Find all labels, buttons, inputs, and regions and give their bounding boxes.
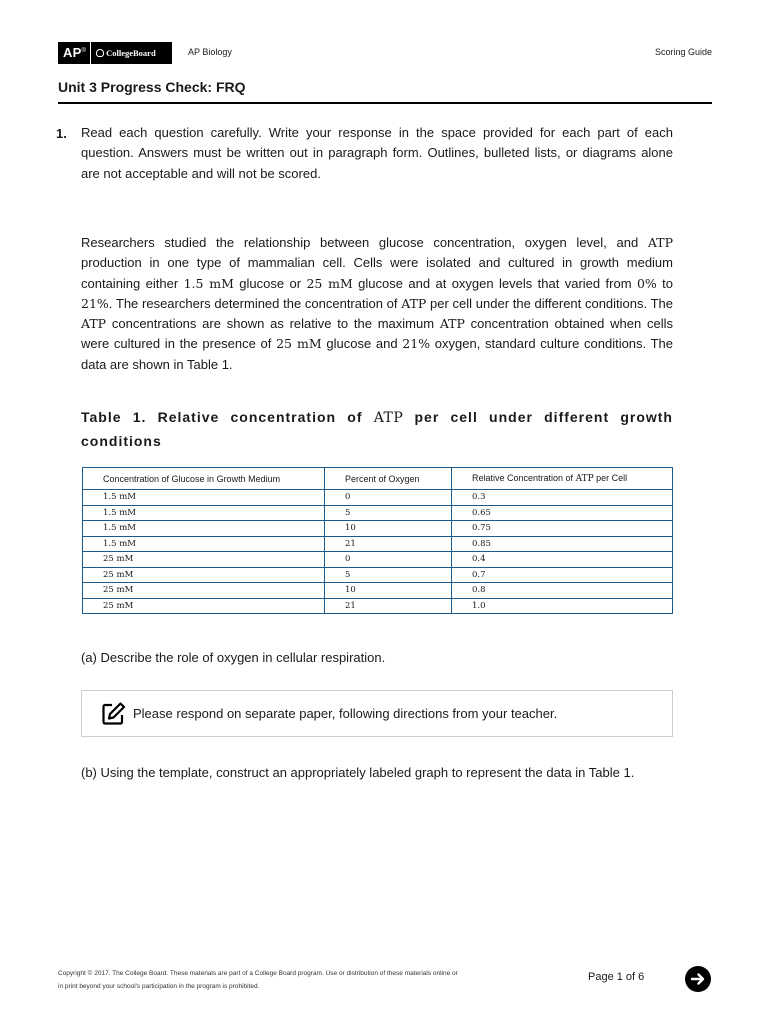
cell-atp: 0.7	[452, 567, 673, 583]
cell-atp: 0.4	[452, 552, 673, 568]
response-box[interactable]	[81, 690, 673, 737]
response-instruction: Please respond on separate paper, following directions from your teacher.	[133, 706, 558, 721]
cell-glucose: 25 mM	[83, 552, 325, 568]
header-oxygen: Percent of Oxygen	[325, 468, 452, 490]
question-instructions: Read each question carefully. Write your response in the space provided for each part of each question. Answers must be written out in paragraph form. Outlines, bulleted lists, or diagrams alone are not acceptable and will not be scored.	[81, 125, 673, 181]
ap-logo-text: AP®	[58, 42, 91, 64]
cell-glucose: 25 mM	[83, 567, 325, 583]
cell-oxygen: 0	[325, 552, 452, 568]
cell-oxygen: 5	[325, 505, 452, 521]
table-row	[83, 583, 673, 599]
cell-oxygen: 0	[325, 490, 452, 506]
next-page-button[interactable]	[685, 966, 711, 992]
page-indicator: Page 1 of 6	[588, 971, 645, 983]
doc-type-label: Scoring Guide	[654, 47, 712, 57]
cell-glucose: 1.5 mM	[83, 490, 325, 506]
cell-glucose: 1.5 mM	[83, 505, 325, 521]
table-row	[83, 552, 673, 568]
cell-glucose: 25 mM	[83, 598, 325, 614]
table-title: Table 1. Relative concentration of ATP per cell under different growth conditions	[81, 409, 673, 449]
cell-oxygen: 21	[325, 598, 452, 614]
part-a-prompt: (a) Describe the role of oxygen in cellular respiration.	[81, 650, 386, 665]
cell-atp: 0.85	[452, 536, 673, 552]
header-atp: Relative Concentration of ATP per Cell	[452, 468, 673, 490]
cell-oxygen: 5	[325, 567, 452, 583]
cell-oxygen: 21	[325, 536, 452, 552]
table-row	[83, 505, 673, 521]
collegeboard-logo-text: CollegeBoard	[91, 48, 156, 58]
cell-atp: 0.75	[452, 521, 673, 537]
page-title: Unit 3 Progress Check: FRQ	[58, 79, 246, 95]
data-table	[82, 467, 673, 614]
ap-collegeboard-logo	[58, 42, 172, 64]
cell-glucose: 1.5 mM	[83, 521, 325, 537]
table-row	[83, 490, 673, 506]
table-header-row	[83, 468, 673, 490]
cell-atp: 0.65	[452, 505, 673, 521]
subject-label: AP Biology	[188, 47, 232, 57]
acorn-icon	[96, 49, 104, 57]
cell-glucose: 1.5 mM	[83, 536, 325, 552]
copyright-notice: Copyright © 2017. The College Board. These materials are part of a College Board program. Use or distribution of these materials online or in print beyond your school's participation in the program is prohibited.	[58, 970, 458, 990]
table-row	[83, 598, 673, 614]
edit-pencil-icon	[101, 701, 126, 726]
cell-atp: 1.0	[452, 598, 673, 614]
arrow-right-circle-icon	[690, 971, 706, 987]
cell-glucose: 25 mM	[83, 583, 325, 599]
cell-oxygen: 10	[325, 583, 452, 599]
stimulus-paragraph: Researchers studied the relationship between glucose concentration, oxygen level, and ATP production in one type of mammalian cell. Cells were isolated and cultured in growth medium containing either 1.5 mM glucose or 25 mM glucose and at oxygen levels that varied from 0% to 21%. The researchers determined the concentration of ATP per cell under the different conditions. The ATP concentrations are shown as relative to the maximum ATP concentration obtained when cells were cultured in the presence of 25 mM glucose and 21% oxygen, standard culture conditions. The data are shown in Table 1.	[81, 235, 674, 372]
cell-oxygen: 10	[325, 521, 452, 537]
header-divider	[58, 102, 712, 104]
table-row	[83, 521, 673, 537]
question-number: 1.	[56, 126, 67, 141]
cell-atp: 0.8	[452, 583, 673, 599]
cell-atp: 0.3	[452, 490, 673, 506]
table-row	[83, 567, 673, 583]
table-row	[83, 536, 673, 552]
part-b-prompt: (b) Using the template, construct an appropriately labeled graph to represent the data in Table 1.	[81, 765, 635, 780]
header-glucose: Concentration of Glucose in Growth Medium	[83, 468, 325, 490]
